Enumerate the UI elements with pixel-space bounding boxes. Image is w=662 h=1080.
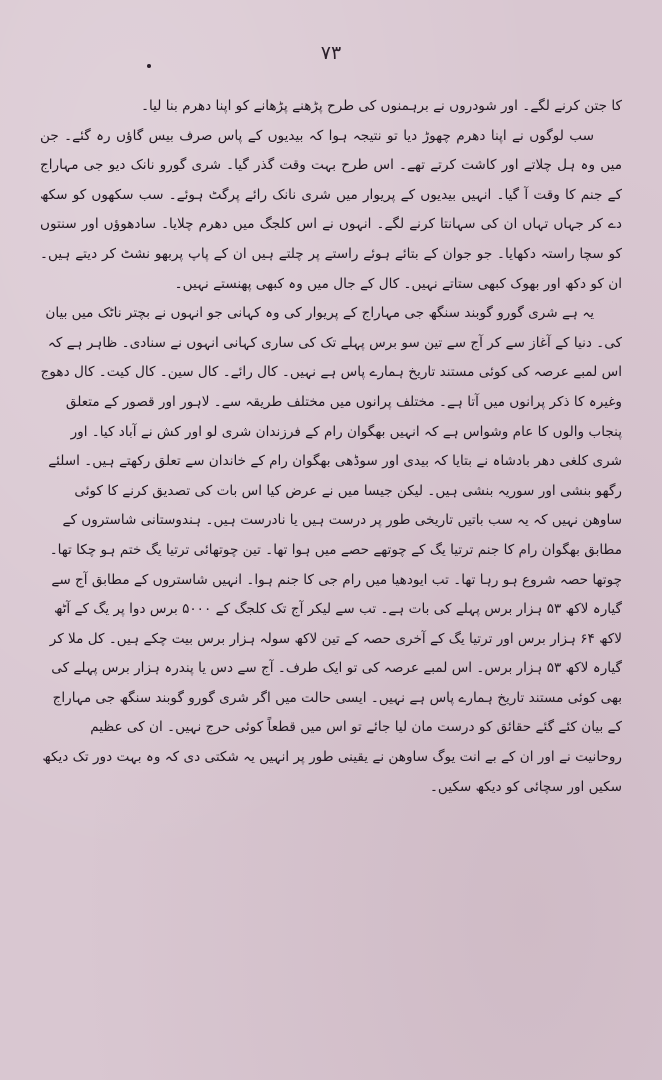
paragraph-2: سب لوگوں نے اپنا دھرم چھوڑ دیا تو نتیجہ ہوا کہ بیدیوں کے پاس صرف بیس گاؤں رہ گئے۔ جن میں وہ ہل چلاتے اور کاشت کرتے تھے۔ اس طرح بہت وقت گذر گیا۔ شری گورو نانک دیو جی مہاراج کے جنم کا وقت آ گیا۔ انہیں بیدیوں کے پریوار میں شری نانک رائے پرگٹ ہوئے۔ سب سکھوں کو سکھ دے کر جہاں تہاں ان کی سہانتا کرنے لگے۔ انہوں نے اس کلجگ میں دھرم چلایا۔ سادھوؤں اور سنتوں کو سچا راستہ دکھایا۔ جو جوان کے بتائے ہوئے راستے پر چلتے ہیں ان کے پاپ پربھو نشٹ کر دیتے ہیں۔ ان کو دکھ اور بھوک کبھی ستاتے نہیں۔ کال کے جال میں وہ کبھی پھنستے نہیں۔ <box>40 127 622 292</box>
paragraph-1: کا جتن کرنے لگے۔ اور شودروں نے برہمنوں کی طرح پڑھنے پڑھانے کو اپنا دھرم بنا لیا۔ <box>141 98 622 114</box>
ink-dot <box>147 64 151 68</box>
paragraph-3: یہ ہے شری گورو گوبند سنگھ جی مہاراج کے پریوار کی وہ کہانی جو انہوں نے بچتر ناٹک میں بیان کی۔ دنیا کے آغاز سے کر آج سے تین سو برس پہلے تک کی ساری کہانی انہوں نے سنادی۔ ظاہر ہے کہ اس لمبے عرصہ کی کوئی مستند تاریخ ہمارے پاس ہے نہیں۔ کال رائے۔ کال سین۔ کال کیت۔ کال دھوج وغیرہ کا ذکر پرانوں میں آتا ہے۔ مختلف پرانوں میں مختلف طریقہ سے۔ لاہور اور قصور کے متعلق پنجاب والوں کا عام وشواس ہے کہ انہیں بھگوان رام کے فرزندان شری لو اور کش نے آباد کیا۔ اور شری کلغی دھر بادشاہ نے بتایا کہ بیدی اور سوڈھی بھگوان رام کے خاندان سے تعلق رکھتے ہیں۔ اسلئے رگھو بنشی اور سوریہ بنشی ہیں۔ لیکن جیسا میں نے عرض کیا اس بات کی تصدیق کرنے کا کوئی ساوھن نہیں کہ یہ سب باتیں تاریخی طور پر درست ہیں یا نادرست ہیں۔ ہندوستانی شاستروں کے مطابق بھگوان رام کا جنم ترتیا یگ کے چوتھے حصے میں ہوا تھا۔ تین چوتھائی ترتیا یگ ختم ہو چکا تھا۔ چوتھا حصہ شروع ہو رہا تھا۔ تب ایودھیا میں رام جی کا جنم ہوا۔ انہیں شاستروں کے مطابق آج سے گیارہ لاکھ ۵۳ ہزار برس پہلے کی بات ہے۔ تب سے لیکر آج تک کلجگ کے ۵۰۰۰ برس دوا پر یگ کے آٹھ لاکھ ۶۴ ہزار برس اور ترتیا یگ کے آخری حصہ کے تین لاکھ سولہ ہزار برس بیت چکے ہیں۔ کل ملا کر گیارہ لاکھ ۵۳ ہزار برس۔ اس لمبے عرصہ کی تو ایک طرف۔ آج سے دس یا پندرہ ہزار برس پہلے کی بھی کوئی مستند تاریخ ہمارے پاس ہے نہیں۔ ایسی حالت میں اگر شری گورو گوبند سنگھ جی مہاراج کے بیان کئے گئے حقائق کو درست مان لیا جائے تو اس میں قطعاً کوئی حرج نہیں۔ ان کی عظیم روحانیت نے اور ان کے بے انت یوگ ساوھن نے یقینی طور پر انہیں یہ شکتی دی کہ وہ بہت دور تک دیکھ سکیں اور سچائی کو دیکھ سکیں۔ <box>40 305 622 795</box>
page-number: ۷۳ <box>320 42 342 64</box>
body-text <box>40 92 622 802</box>
